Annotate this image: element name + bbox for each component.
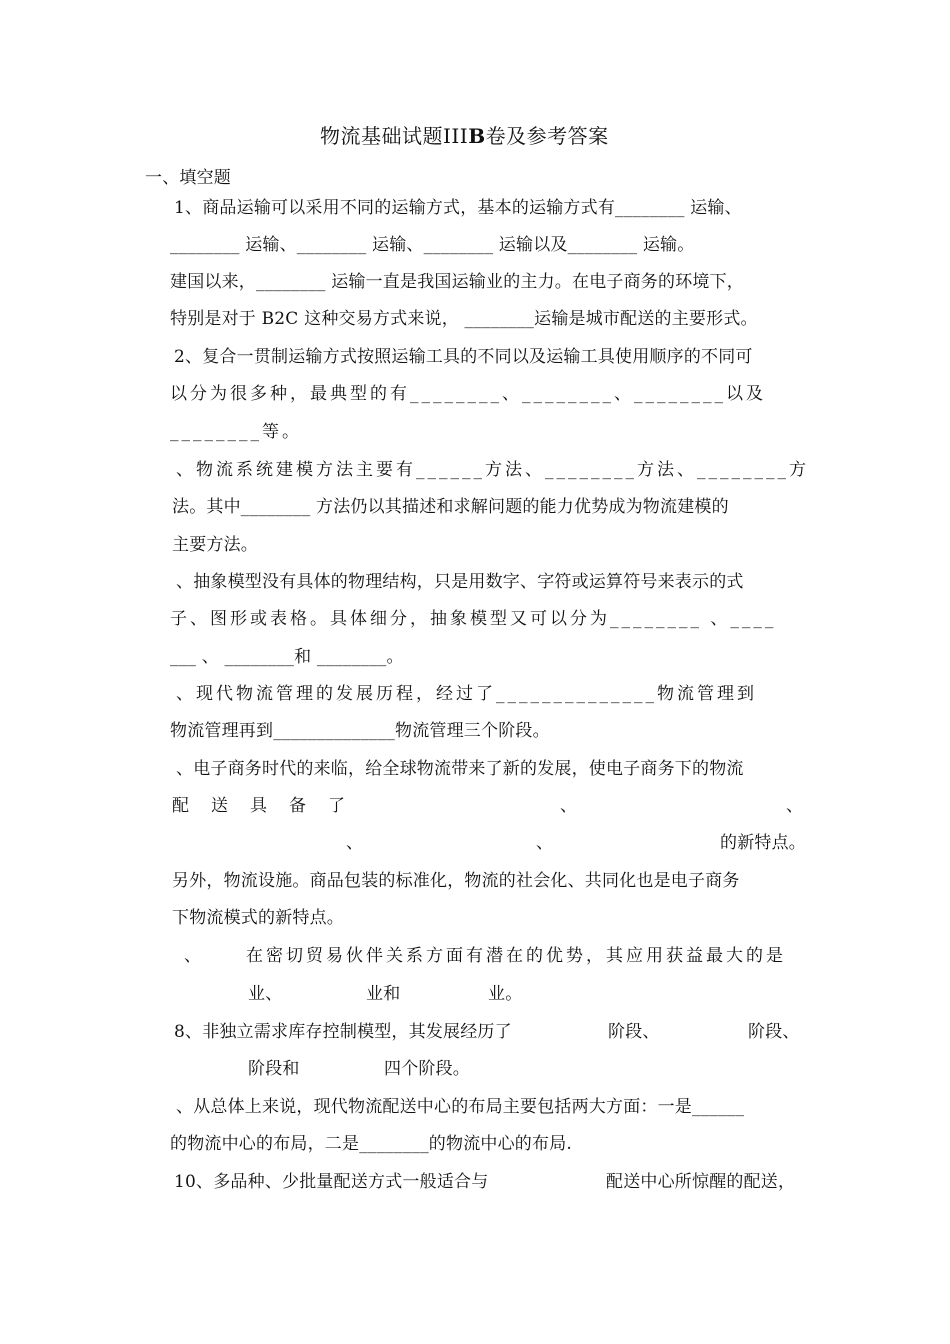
question-fragment: 配送中心所惊醒的配送， (606, 1172, 796, 1192)
question-fragment: 阶段、 (748, 1022, 800, 1042)
question-line: 子、图形或表格。具体细分，抽象模型又可以分为________ 、____ (170, 609, 777, 629)
title-bold: B (468, 124, 486, 148)
question-line: 以分为很多种，最典型的有________、________、________以及 (170, 384, 766, 404)
question-line: ________ 运输、________ 运输、________ 运输以及________ 运输。 (170, 235, 695, 255)
question-line: 建国以来，________ 运输一直是我国运输业的主力。在电子商务的环境下， (170, 272, 745, 292)
question-line: 、从总体上来说，现代物流配送中心的布局主要包括两大方面：一是______ (176, 1097, 745, 1117)
question-fragment: 在密切贸易伙伴关系方面有潜在的优势，其应用获益最大的是 (246, 946, 786, 966)
question-line: 的物流中心的布局，二是________的物流中心的布局. (170, 1134, 573, 1154)
question-line: 、物流系统建模方法主要有______方法、________方法、________方 (176, 460, 809, 480)
question-line: 配送具备了 (172, 796, 367, 816)
question-line: ___ 、 ________和 ________。 (170, 647, 404, 667)
question-fragment: 、 (346, 833, 364, 853)
question-fragment: 、 (786, 796, 804, 816)
question-line: 另外，物流设施。商品包装的标准化，物流的社会化、共同化也是电子商务 (172, 871, 740, 891)
question-fragment: 业。 (488, 984, 523, 1004)
question-fragment: 、 (184, 946, 202, 966)
question-line: 2、复合一贯制运输方式按照运输工具的不同以及运输工具使用顺序的不同可 (174, 347, 753, 367)
question-fragment: 8、非独立需求库存控制模型，其发展经历了 (174, 1022, 512, 1042)
question-fragment: 四个阶段。 (384, 1059, 470, 1079)
question-fragment: 、 (560, 796, 578, 816)
page-title (320, 124, 609, 148)
title-suffix: 卷及参考答案 (485, 124, 609, 148)
question-line: 、电子商务时代的来临，给全球物流带来了新的发展，使电子商务下的物流 (176, 759, 744, 779)
question-fragment: 10、多品种、少批量配送方式一般适合与 (174, 1172, 489, 1192)
question-line: 下物流模式的新特点。 (172, 908, 344, 928)
question-line: 1、商品运输可以采用不同的运输方式，基本的运输方式有________ 运输、 (174, 198, 742, 218)
question-line: 物流管理再到______________物流管理三个阶段。 (170, 721, 550, 741)
question-fragment: 业、 (248, 984, 283, 1004)
question-line: 、现代物流管理的发展历程，经过了______________物流管理到 (176, 684, 757, 704)
question-line: ________等。 (170, 422, 302, 442)
question-fragment: 的新特点。 (720, 833, 806, 853)
section-heading: 一、填空题 (145, 168, 231, 188)
question-fragment: 业和 (366, 984, 401, 1004)
title-prefix: 物流基础试题III (320, 124, 469, 148)
question-fragment: 、 (536, 833, 554, 853)
question-line: 特别是对于 B2C 这种交易方式来说， ________运输是城市配送的主要形式。 (170, 309, 758, 329)
question-line: 、抽象模型没有具体的物理结构，只是用数字、字符或运算符号来表示的式 (176, 572, 744, 592)
question-fragment: 阶段和 (248, 1059, 300, 1079)
question-line: 主要方法。 (172, 535, 258, 555)
question-fragment: 阶段、 (608, 1022, 660, 1042)
question-line: 法。其中________ 方法仍以其描述和求解问题的能力优势成为物流建模的 (172, 497, 729, 517)
